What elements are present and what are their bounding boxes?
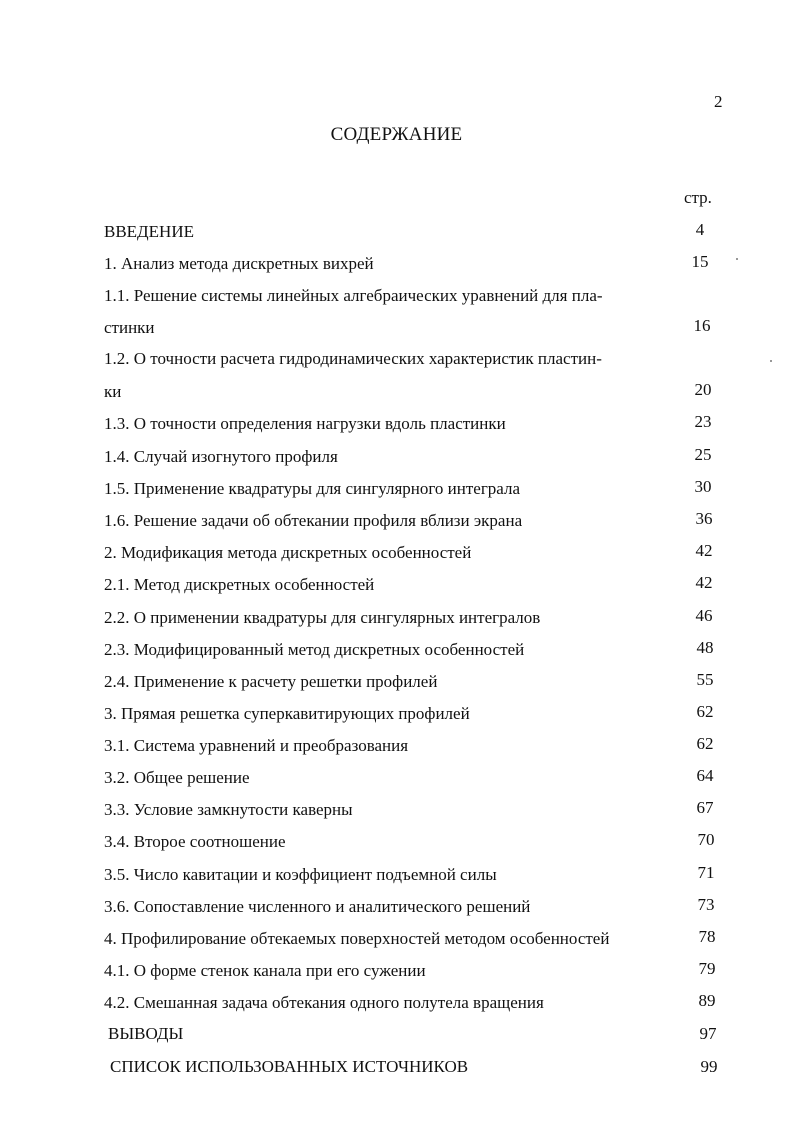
toc-entry-page: 78: [698, 927, 716, 946]
toc-entry-page: 64: [696, 766, 714, 785]
toc-entry-page: 62: [696, 702, 714, 721]
toc-entry-text: 3.6. Сопоставление численного и аналитического решений: [104, 897, 531, 916]
toc-entry-text: 4. Профилирование обтекаемых поверхностей методом особенностей: [104, 929, 610, 948]
toc-entry-text: 4.2. Смешанная задача обтекания одного полутела вращения: [104, 993, 544, 1012]
toc-entry-text: 2. Модификация метода дискретных особенностей: [104, 543, 472, 562]
toc-entry-page: 62: [696, 734, 714, 753]
toc-entry-page: 42: [695, 541, 713, 560]
toc-entry-text: 2.3. Модифицированный метод дискретных особенностей: [104, 640, 525, 659]
toc-entry-text: 2.4. Применение к расчету решетки профилей: [104, 672, 438, 691]
toc-entry-text: 2.1. Метод дискретных особенностей: [104, 575, 375, 594]
toc-entry-text: 3. Прямая решетка суперкавитирующих профилей: [104, 704, 470, 723]
toc-entry-page: 99: [700, 1057, 718, 1076]
toc-entry-page: 16: [693, 316, 711, 335]
toc-entry-page: 79: [698, 959, 716, 978]
toc-entry-text: ки: [104, 382, 122, 401]
scan-speck: [736, 258, 738, 260]
toc-entry-page: 42: [695, 573, 713, 592]
toc-entry-page: 48: [696, 638, 714, 657]
toc-entry-page: 46: [695, 606, 713, 625]
toc-entry-text: 3.1. Система уравнений и преобразования: [104, 736, 409, 755]
toc-entry-page: 4: [695, 220, 705, 239]
toc-entry-page: 23: [694, 412, 712, 431]
page-title: СОДЕРЖАНИЕ: [330, 124, 463, 145]
toc-entry-text: 2.2. О применении квадратуры для сингулярных интегралов: [104, 608, 541, 627]
toc-entry-text: ВВЕДЕНИЕ: [104, 222, 194, 241]
toc-entry-page: 70: [697, 830, 715, 849]
toc-entry-page: 15: [691, 252, 709, 271]
toc-entry-text: 3.4. Второе соотношение: [104, 832, 286, 851]
toc-entry-text: 4.1. О форме стенок канала при его сужении: [104, 961, 426, 980]
toc-entry-page: 97: [699, 1024, 717, 1043]
scan-speck: [770, 360, 772, 362]
toc-entry-text: 1.2. О точности расчета гидродинамических характеристик пластин-: [104, 349, 602, 368]
toc-entry-text: ВЫВОДЫ: [108, 1024, 184, 1043]
toc-entry-page: 36: [695, 509, 713, 528]
toc-entry-text: 1. Анализ метода дискретных вихрей: [104, 254, 374, 273]
toc-entry-page: 55: [696, 670, 714, 689]
toc-entry-page: 30: [694, 477, 712, 496]
page-number: 2: [714, 92, 723, 111]
toc-entry-text: 3.2. Общее решение: [104, 768, 250, 787]
toc-entry-text: 1.4. Случай изогнутого профиля: [104, 447, 338, 466]
pages-column-header: стр.: [684, 188, 712, 207]
toc-entry-text: стинки: [104, 318, 155, 337]
toc-entry-text: 1.6. Решение задачи об обтекании профиля вблизи экрана: [104, 511, 523, 530]
toc-entry-text: 1.5. Применение квадратуры для сингулярного интеграла: [104, 479, 521, 498]
toc-entry-page: 73: [697, 895, 715, 914]
toc-entry-page: 67: [696, 798, 714, 817]
toc-entry-page: 25: [694, 445, 712, 464]
toc-entry-page: 71: [697, 863, 715, 882]
toc-entry-text: 1.1. Решение системы линейных алгебраических уравнений для пла-: [104, 286, 603, 305]
toc-entry-text: СПИСОК ИСПОЛЬЗОВАННЫХ ИСТОЧНИКОВ: [110, 1057, 469, 1076]
toc-entry-text: 3.3. Условие замкнутости каверны: [104, 800, 353, 819]
toc-entry-text: 1.3. О точности определения нагрузки вдоль пластинки: [104, 414, 506, 433]
toc-entry-page: 89: [698, 991, 716, 1010]
toc-entry-page: 20: [694, 380, 712, 399]
toc-entry-text: 3.5. Число кавитации и коэффициент подъемной силы: [104, 865, 497, 884]
